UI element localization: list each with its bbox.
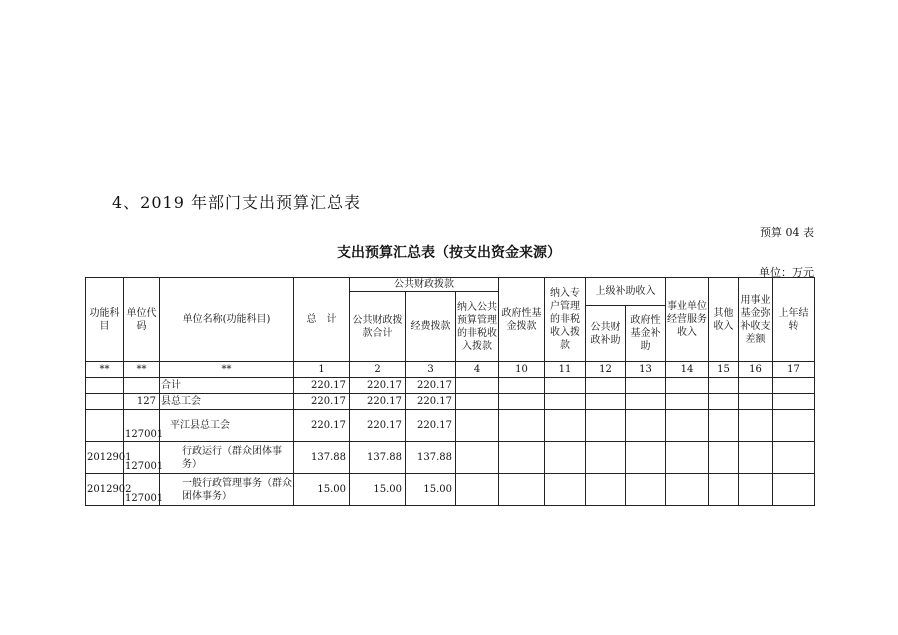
unit-name-cell: 合计 [160,378,294,394]
public-finance-total-cell: 220.17 [350,394,406,410]
header-unit-name: 单位名称(功能科目) [160,278,294,362]
header-non-tax-public: 纳入公共预算管理的非税收入拨款 [456,292,499,362]
index-cell: 3 [406,362,456,378]
index-cell: 17 [773,362,815,378]
unit-code-cell [124,378,160,394]
index-cell: ** [86,362,124,378]
header-fund-balance: 用事业基金弥补收支差额 [739,278,773,362]
index-cell: 2 [350,362,406,378]
table-row [86,442,815,474]
expense-cell: 220.17 [406,378,456,394]
total-cell: 137.88 [294,442,350,474]
header-gov-fund: 政府性基金拨款 [499,278,545,362]
header-public-finance: 公共财政拨款 [350,278,499,292]
expense-cell: 220.17 [406,410,456,442]
header-superior-subsidy: 上级补助收入 [586,278,666,306]
total-cell: 220.17 [294,410,350,442]
unit-code-cell: 127 [124,394,160,410]
unit-name-cell: 平江县总工会 [160,410,294,442]
total-cell: 220.17 [294,378,350,394]
func-code-cell [86,378,124,394]
section-heading: 4、2019 年部门支出预算汇总表 [112,193,361,212]
index-cell: 15 [709,362,739,378]
index-cell: ** [124,362,160,378]
table-row [86,474,815,506]
header-total: 总 计 [294,278,350,362]
index-cell: 1 [294,362,350,378]
index-cell: 12 [586,362,626,378]
unit-code-cell: 127001 [124,474,160,506]
index-cell: 10 [499,362,545,378]
header-business-income: 事业单位经营服务收入 [666,278,709,362]
expense-cell: 15.00 [406,474,456,506]
header-public-subsidy: 公共财政补助 [586,306,626,362]
total-cell: 220.17 [294,394,350,410]
unit-name-cell: 一般行政管理事务（群众团体事务） [160,474,294,506]
header-prev-year-balance: 上年结转 [773,278,815,362]
unit-label: 单位：万元 [759,266,814,279]
budget-table [85,277,815,506]
table-row [86,378,815,394]
unit-name-cell: 行政运行（群众团体事务） [160,442,294,474]
unit-code-cell: 127001 [124,410,160,442]
expense-cell: 220.17 [406,394,456,410]
index-cell: 14 [666,362,709,378]
index-cell: 11 [545,362,586,378]
public-finance-total-cell: 220.17 [350,378,406,394]
func-code-cell: 2012902 [86,474,124,506]
header-unit-code: 单位代码 [124,278,160,362]
func-code-cell: 2012901 [86,442,124,474]
table-row [86,394,815,410]
table-title: 支出预算汇总表（按支出资金来源） [337,245,561,261]
func-code-cell [86,394,124,410]
header-gov-fund-subsidy: 政府性基金补助 [626,306,666,362]
header-expense-allocation: 经费拨款 [406,292,456,362]
unit-name-cell: 县总工会 [160,394,294,410]
func-code-cell [86,410,124,442]
public-finance-total-cell: 137.88 [350,442,406,474]
public-finance-total-cell: 220.17 [350,410,406,442]
header-other-income: 其他收入 [709,278,739,362]
table-row [86,410,815,442]
index-cell: ** [160,362,294,378]
unit-code-cell: 127001 [124,442,160,474]
header-non-tax-special: 纳入专户管理的非税收入拨款 [545,278,586,362]
index-cell: 13 [626,362,666,378]
index-cell: 16 [739,362,773,378]
total-cell: 15.00 [294,474,350,506]
header-public-finance-total: 公共财政拨款合计 [350,292,406,362]
header-func-subject: 功能科目 [86,278,124,362]
expense-cell: 137.88 [406,442,456,474]
public-finance-total-cell: 15.00 [350,474,406,506]
index-cell: 4 [456,362,499,378]
form-number: 预算 04 表 [760,226,814,239]
index-row [86,362,815,378]
